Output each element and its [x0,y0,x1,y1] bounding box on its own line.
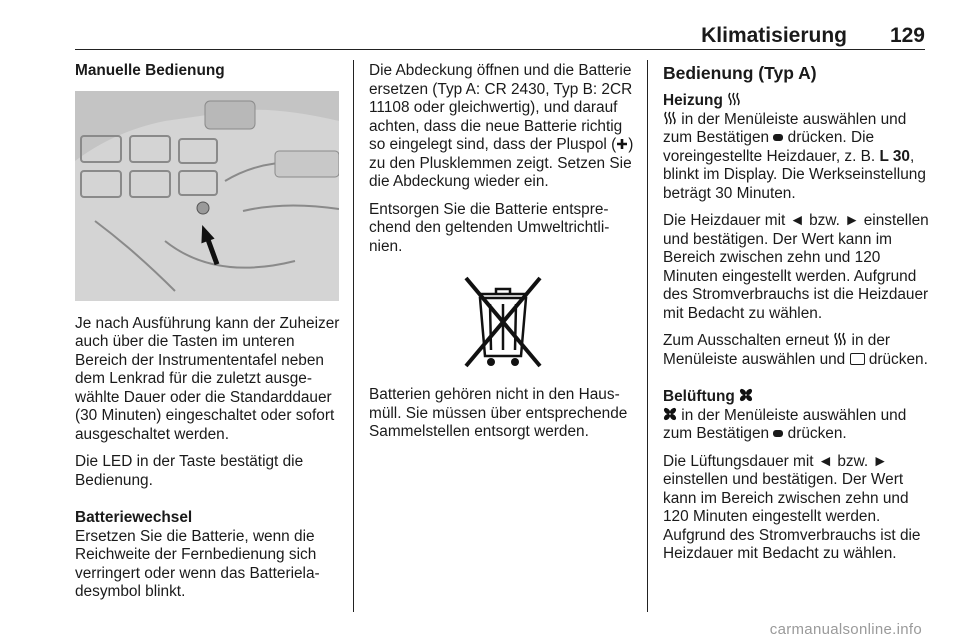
paragraph: Entsorgen Sie die Batterie entsprechend den geltenden Umweltrichtlinien. [369,200,610,255]
column-divider [353,60,354,612]
column-divider [647,60,648,612]
off-button-icon [850,353,865,365]
heater-icon [833,332,847,351]
crossed-bin-icon [458,270,548,374]
page-number: 129 [889,24,925,47]
confirm-button-icon [773,134,783,141]
text: bzw. [837,452,869,470]
watermark: carmanualsonline.info [769,621,922,638]
text: Heizung [663,92,723,109]
text: drücken. [787,425,847,442]
paragraph [663,212,931,323]
arrow-left-icon: ◄ [817,452,834,470]
text: Die Abdeckung öffnen und die Batterie ersetzen (Typ A: CR 2430, Typ B: 2CR 11108 oder gleichwertig), und darauf achten, dass die neue Batterie richtig so eingelegt sind, dass der Pluspol ( [369,62,633,153]
column-3 [663,62,931,573]
dashboard-illustration [75,91,339,301]
text: Zum Ausschalten erneut [663,332,829,349]
text: Die Lüftungsdauer mit [663,452,814,470]
arrow-right-icon: ► [872,452,888,470]
text: einstellen und bestätigen. Der Wert kann im Bereich zwischen zehn und 120 Minuten eingestellt werden. Aufgrund des Stromverbrauchs ist die Heizdauer mit Bedacht zu wählen. [663,471,921,562]
text: , blinkt im Display. Die Werkseinstellung beträgt 30 Minuten. [663,147,926,202]
chapter-title: Klimatisierung [701,24,847,47]
page-header [75,24,925,50]
heater-icon [727,92,741,111]
plus-icon [616,136,628,155]
fan-icon [739,388,753,407]
paragraph: Batterien gehören nicht in den Hausmüll. Sie müssen über entsprechende Sammelstellen entsorgt werden. [369,386,628,440]
paragraph [663,407,931,444]
dashboard-photo [75,91,339,301]
display-value: L 30 [879,147,910,165]
section-heading: Bedienung (Typ A) [663,63,817,83]
arrow-right-icon: ► [844,212,860,229]
section-heading: Batteriewechsel [75,509,193,526]
text: Belüftung [663,388,735,405]
arrow-left-icon: ◄ [789,212,805,229]
text: in der Menüleiste auswählen und [663,332,891,368]
paragraph: Ersetzen Sie die Batterie, wenn die Reichweite der Fernbedienung sich verringert oder wenn das Batterieladesymbol blinkt. [75,527,320,600]
paragraph [663,111,931,204]
paragraph: Je nach Ausführung kann der Zuheizer auch über die Tasten im unteren Bereich der Instrumententafel neben dem Lenkrad für die zuletzt ausgewählte Dauer oder die Standarddauer (30 Minuten) eingeschaltet oder sofort ausgeschaltet werden. [75,314,340,443]
column-2 [369,62,637,451]
fan-icon [663,407,677,426]
subsection-heading [663,388,931,407]
heater-icon [663,111,677,130]
paragraph [663,332,931,369]
section-heading: Manuelle Bedienung [75,62,225,79]
text: ) zu den Plusklemmen zeigt. Setzen Sie die Abdeckung wieder ein. [369,136,634,190]
text: in der Menüleiste auswählen und zum Bestätigen [663,110,907,146]
text: Die Heizdauer mit [663,212,786,229]
text: einstellen und bestätigen. Der Wert kann im Bereich zwischen zehn und 120 Minuten eingestellt werden. Aufgrund des Stromverbrauchs ist die Heizdauer mit Bedacht zu wählen. [663,212,929,322]
text: drücken. [868,350,928,368]
text: in der Menüleiste auswählen und zum Bestätigen [663,406,907,442]
header-rule [75,49,925,50]
confirm-button-icon [773,430,783,437]
subsection-heading [663,92,931,111]
text: drücken. Die voreingestellte Heizdauer, z. B. [663,129,876,165]
column-1 [75,62,343,611]
paragraph [369,62,637,192]
text: bzw. [809,212,840,229]
paragraph: Die LED in der Taste bestätigt die Bedienung. [75,453,304,489]
paragraph [663,453,931,564]
